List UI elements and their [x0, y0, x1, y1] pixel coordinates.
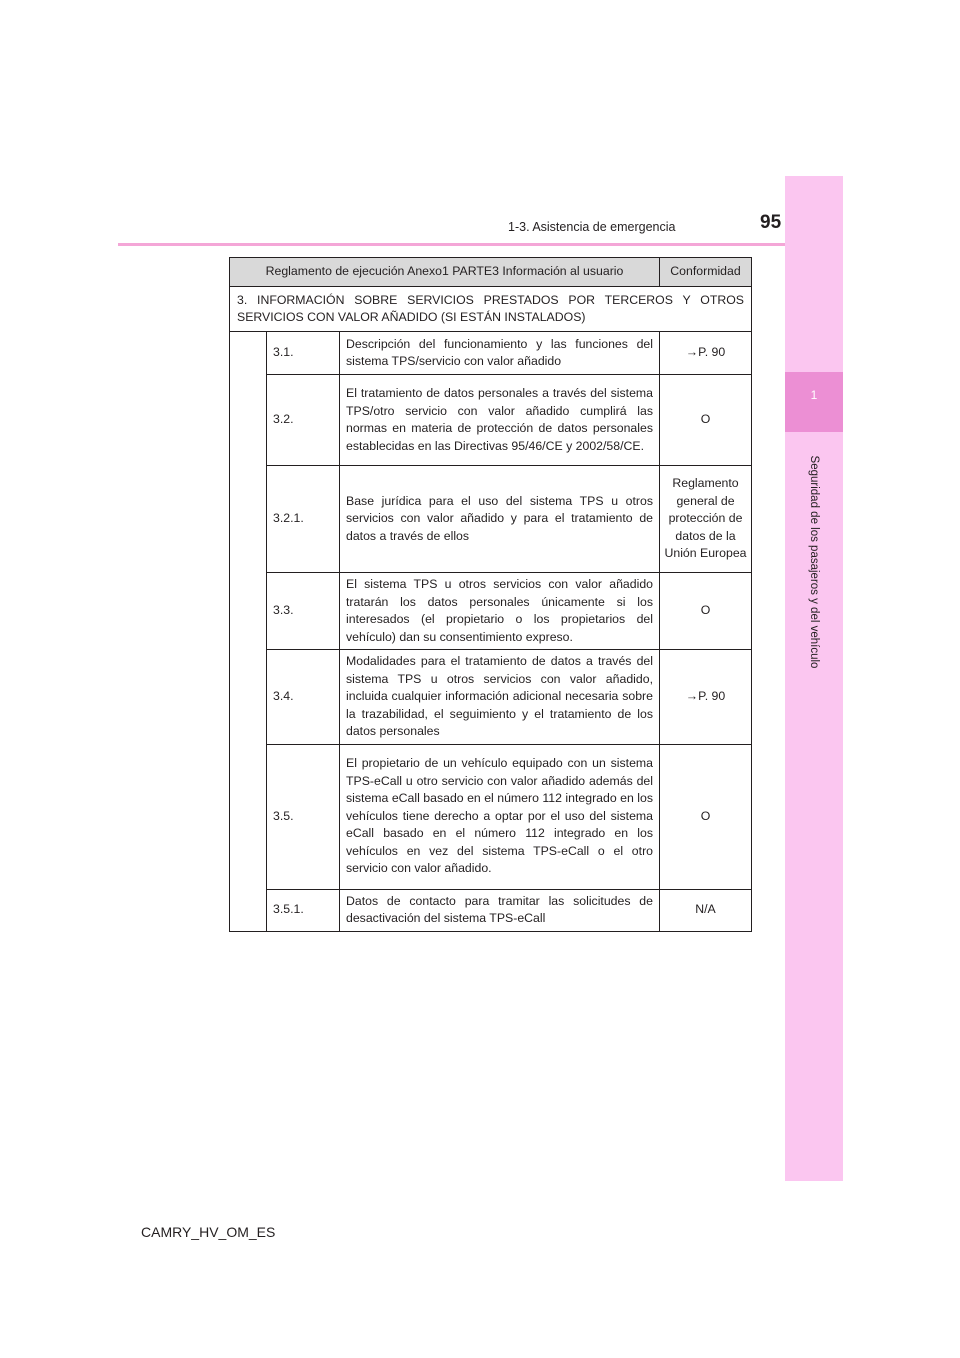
- chapter-tab[interactable]: [785, 372, 843, 432]
- row-number: 3.3.: [267, 573, 340, 650]
- table-row: [230, 375, 752, 466]
- section-title: 1-3. Asistencia de emergencia: [508, 220, 676, 234]
- row-number: 3.5.1.: [267, 889, 340, 931]
- table-row: [230, 573, 752, 650]
- conformity-table: [229, 257, 752, 932]
- chapter-title: Seguridad de los pasajeros y del vehículo: [808, 455, 820, 669]
- row-number: 3.5.: [267, 744, 340, 889]
- row-number: 3.1.: [267, 332, 340, 375]
- row-conformity: N/A: [660, 889, 752, 931]
- table-header-row: [230, 258, 752, 287]
- row-number: 3.2.1.: [267, 466, 340, 573]
- row-conformity: O: [660, 573, 752, 650]
- row-conformity: Reglamento general de protección de datos de la Unión Europea: [660, 466, 752, 573]
- indent-cell: [230, 332, 267, 932]
- section-3-title: 3. INFORMACIÓN SOBRE SERVICIOS PRESTADOS POR TERCEROS Y OTROS SERVICIOS CON VALOR AÑADIDO (SI ESTÁN INSTALADOS): [230, 287, 752, 332]
- row-description: El sistema TPS u otros servicios con valor añadido tratarán los datos personales únicamente si los interesados (el propietario o los propietarios del vehículo) dan su consentimiento expreso.: [340, 573, 660, 650]
- row-description: Modalidades para el tratamiento de datos a través del sistema TPS u otros servicios con valor añadido, incluida cualquier información adicional necesaria sobre la trazabilidad, el seguimiento y el tratamiento de los datos personales: [340, 650, 660, 745]
- table-row: [230, 650, 752, 745]
- row-number: 3.2.: [267, 375, 340, 466]
- header-regulation: Reglamento de ejecución Anexo1 PARTE3 Información al usuario: [230, 258, 660, 287]
- table-row: [230, 744, 752, 889]
- document-code: CAMRY_HV_OM_ES: [141, 1224, 276, 1240]
- table-row: [230, 332, 752, 375]
- chapter-number: 1: [810, 388, 818, 402]
- row-description: El tratamiento de datos personales a través del sistema TPS/otro servicio con valor añadido cumplirá las normas en materia de protección de datos personales establecidas en las Directivas 95/46/CE y 2002/58/CE.: [340, 375, 660, 466]
- row-number: 3.4.: [267, 650, 340, 745]
- row-conformity: O: [660, 375, 752, 466]
- section-row: [230, 287, 752, 332]
- table-row: [230, 466, 752, 573]
- header-conformity: Conformidad: [660, 258, 752, 287]
- row-conformity: O: [660, 744, 752, 889]
- page-number: 95: [760, 212, 782, 233]
- table-row: [230, 889, 752, 931]
- row-description: Descripción del funcionamiento y las funciones del sistema TPS/servicio con valor añadido: [340, 332, 660, 375]
- row-description: El propietario de un vehículo equipado con un sistema TPS-eCall u otro servicio con valor añadido además del sistema eCall basado en el número 112 integrado en los vehículos tiene derecho a optar por el uso del sistema eCall basado en el número 112 integrado en los vehículos en vez del sistema TPS-eCall o el otro servicio con valor añadido.: [340, 744, 660, 889]
- row-description: Base jurídica para el uso del sistema TPS u otros servicios con valor añadido y para el tratamiento de datos a través de ellos: [340, 466, 660, 573]
- row-conformity: →P. 90: [660, 650, 752, 745]
- header-rule: [118, 243, 843, 246]
- row-description: Datos de contacto para tramitar las solicitudes de desactivación del sistema TPS-eCall: [340, 889, 660, 931]
- row-conformity: →P. 90: [660, 332, 752, 375]
